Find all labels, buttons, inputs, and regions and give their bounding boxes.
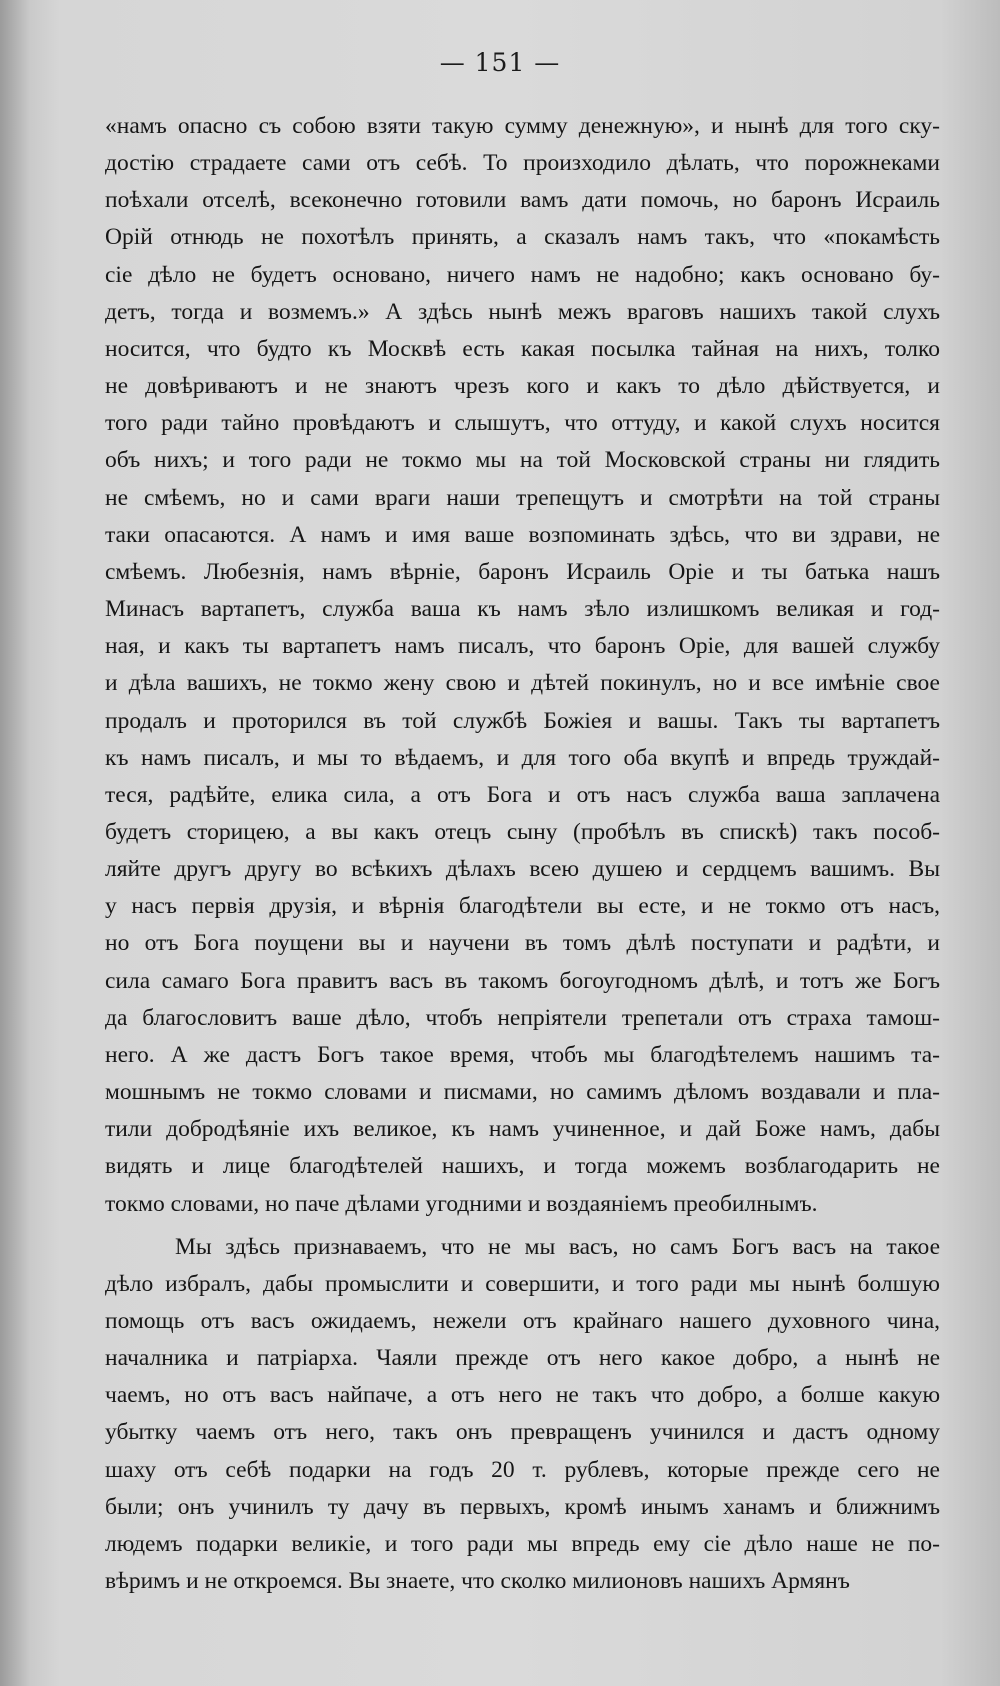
text-line: убытку чаемъ отъ него, такъ онъ превращенъ учинился и дастъ одному [105, 1419, 940, 1446]
text-line: Орій отнюдь не похотѣлъ принять, а сказалъ намъ такъ, что «покамѣсть [105, 224, 940, 251]
text-line: не смѣемъ, но и сами враги наши трепещутъ и смотрѣти на той страны [105, 484, 940, 511]
text-line: ляйте другъ другу во всѣкихъ дѣлахъ всею душею и сердцемъ вашимъ. Вы [105, 856, 940, 883]
text-line: да благословитъ ваше дѣло, чтобъ непріятели трепетали отъ страха тамош- [105, 1004, 940, 1031]
text-line: людемъ подарки великіе, и того ради мы впредь ему сіе дѣло наше не по- [105, 1530, 940, 1557]
text-line: поѣхали отселѣ, всеконечно готовили вамъ дати помочь, но баронъ Исраиль [105, 187, 940, 214]
text-line: дѣло избралъ, дабы промыслити и совершити, и того ради мы нынѣ болшую [105, 1270, 940, 1297]
text-line: сіе дѣло не будетъ основано, ничего намъ не надобно; какъ основано бу- [105, 261, 940, 288]
text-line: были; онъ учинилъ ту дачу въ первыхъ, кромѣ инымъ ханамъ и ближнимъ [105, 1493, 940, 1520]
text-line: сила самаго Бога правитъ васъ въ такомъ богоугодномъ дѣлѣ, и тотъ же Богъ [105, 967, 940, 994]
paragraph-2 [105, 1229, 940, 1601]
text-line: и дѣла вашихъ, не токмо жену свою и дѣтей покинулъ, но и все имѣніе свое [105, 670, 940, 697]
paragraph-1 [105, 108, 940, 1223]
text-line: носится, что будто къ Москвѣ есть какая посылка тайная на нихъ, толко [105, 335, 940, 362]
text-line: чаемъ, но отъ васъ найпаче, а отъ него не такъ что добро, а болше какую [105, 1382, 940, 1409]
text-line: у насъ первія друзія, и вѣрнія благодѣтели вы есте, и не токмо отъ насъ, [105, 893, 940, 920]
text-line: детъ, тогда и возмемъ.» А здѣсь нынѣ межъ враговъ нашихъ такой слухъ [105, 298, 940, 325]
text-line: вѣримъ и не откроемся. Вы знаете, что сколко милионовъ нашихъ Армянъ [105, 1568, 850, 1595]
text-line: помощь отъ васъ ожидаемъ, нежели отъ крайнаго нашего духовного чина, [105, 1308, 940, 1334]
text-line: смѣемъ. Любезнія, намъ вѣрніе, баронъ Исраиль Оріе и ты батька нашъ [105, 558, 940, 585]
body-text [105, 108, 940, 1600]
text-line: мошнымъ не токмо словами и писмами, но самимъ дѣломъ воздавали и пла- [105, 1079, 940, 1106]
text-line: продалъ и проторился въ той службѣ Божіея и вашы. Такъ ты вартапетъ [105, 707, 940, 734]
text-line: теся, радѣйте, елика сила, а отъ Бога и отъ насъ служба ваша заплачена [105, 781, 940, 808]
text-line: началника и патріарха. Чаяли прежде отъ него какое добро, а нынѣ не [105, 1345, 940, 1372]
text-line: не довѣриваютъ и не знаютъ чрезъ кого и какъ то дѣло дѣйствуется, и [105, 373, 940, 400]
text-line: видять и лице благодѣтелей нашихъ, и тогда можемъ возблагодарить не [105, 1153, 940, 1180]
text-line: таки опасаются. А намъ и имя ваше возпоминать здѣсь, что ви здрави, не [105, 521, 940, 548]
text-line: шаху отъ себѣ подарки на годъ 20 т. рублевъ, которые прежде сего не [105, 1456, 940, 1483]
text-line: ная, и какъ ты вартапетъ намъ писалъ, что баронъ Оріе, для вашей службу [105, 633, 940, 660]
page-number: — 151 — [439, 48, 561, 77]
text-line: но отъ Бога поущени вы и научени въ томъ дѣлѣ поступати и радѣти, и [105, 930, 940, 957]
text-line: того ради тайно провѣдаютъ и слышутъ, что оттуду, и какой слухъ носится [105, 410, 940, 437]
text-line: Минасъ вартапетъ, служба ваша къ намъ зѣло излишкомъ великая и год- [105, 596, 940, 623]
text-line: будетъ сторицею, а вы какъ отецъ сыну (пробѣлъ въ спискѣ) такъ пособ- [105, 818, 940, 845]
page-binding-shadow [0, 0, 30, 1686]
text-line: «намъ опасно съ собою взяти такую сумму денежную», и нынѣ для того ску- [105, 113, 940, 139]
text-line: достію страдаете сами отъ себѣ. То произходило дѣлать, что порожнеками [105, 150, 940, 177]
text-line: токмо словами, но паче дѣлами угодними и воздаяніемъ преобилнымъ. [105, 1190, 818, 1217]
text-line: него. А же дастъ Богъ такое время, чтобъ мы благодѣтелемъ нашимъ та- [105, 1041, 940, 1068]
text-line: къ намъ писалъ, и мы то вѣдаемъ, и для того оба вкупѣ и впредь труждай- [105, 744, 940, 771]
text-line: объ нихъ; и того ради не токмо мы на той Московской страны ни глядить [105, 447, 940, 474]
text-line: тили добродѣяніе ихъ великое, къ намъ учиненное, и дай Боже намъ, дабы [105, 1116, 940, 1143]
text-line: Мы здѣсь признаваемъ, что не мы васъ, но самъ Богъ васъ на такое [175, 1233, 940, 1260]
